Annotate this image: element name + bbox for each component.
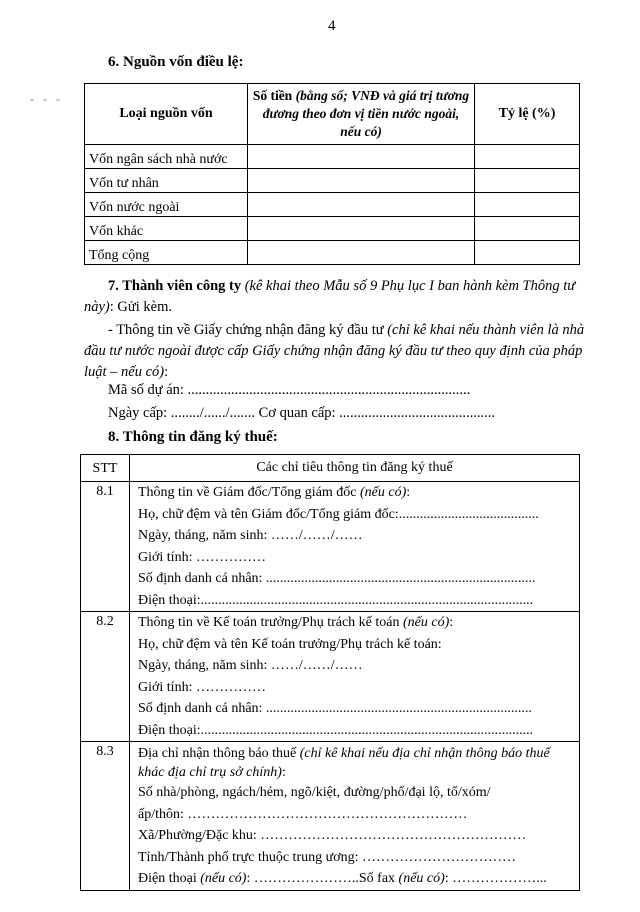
ratio-cell[interactable]	[475, 193, 580, 217]
accountant-phone-field[interactable]: Điện thoại:...............................................................................................	[138, 722, 534, 738]
header-content: Các chỉ tiêu thông tin đăng ký thuế	[130, 455, 580, 482]
accountant-dob-field[interactable]: Ngày, tháng, năm sinh: ……/……/……	[138, 658, 363, 673]
director-dob-field[interactable]: Ngày, tháng, năm sinh: ……/……/……	[138, 528, 363, 543]
amount-cell[interactable]	[248, 145, 475, 169]
section7-paragraph	[84, 276, 590, 318]
table-row	[85, 169, 580, 193]
director-gender-field[interactable]: Giới tính: ……………	[138, 549, 266, 565]
row-label: Vốn nước ngoài	[85, 193, 248, 217]
table-row	[85, 145, 580, 169]
tax-row-8-3	[81, 742, 580, 891]
director-name-field[interactable]: Họ, chữ đệm và tên Giám đốc/Tổng giám đốc:........................................	[138, 506, 539, 522]
tax-address-ward-field[interactable]: Xã/Phường/Đặc khu: …………………………………………………	[138, 828, 527, 843]
cert-label: - Thông tin về Giấy chứng nhận đăng ký đầu tư	[108, 322, 384, 338]
row-content	[130, 742, 580, 891]
ratio-cell[interactable]	[475, 169, 580, 193]
row-label: Vốn tư nhân	[85, 169, 248, 193]
header-amount-prefix: Số tiền	[252, 88, 293, 103]
accountant-id-field[interactable]: Số định danh cá nhân: ............................................................................	[138, 701, 532, 716]
table-row	[85, 241, 580, 265]
amount-cell[interactable]	[248, 193, 475, 217]
row-content	[130, 482, 580, 612]
row-label: Vốn ngân sách nhà nước	[85, 145, 248, 169]
ratio-cell[interactable]	[475, 217, 580, 241]
ratio-cell[interactable]	[475, 241, 580, 265]
table-row	[85, 193, 580, 217]
amount-cell[interactable]	[248, 217, 475, 241]
project-code-field[interactable]: Mã số dự án: ..............................................................................	[108, 382, 471, 398]
header-ratio: Tỷ lệ (%)	[475, 84, 580, 145]
accountant-name-field[interactable]: Họ, chữ đệm và tên Kế toán trưởng/Phụ trách kế toán:	[138, 636, 442, 652]
header-amount-note: (bằng số; VNĐ và giá trị tương đương theo đơn vị tiền nước ngoài, nếu có)	[262, 88, 470, 139]
accountant-title: Thông tin về Kế toán trưởng/Phụ trách kế toán (nếu có):	[138, 615, 454, 630]
director-id-field[interactable]: Số định danh cá nhân: .............................................................................	[138, 571, 536, 586]
tax-row-8-2	[81, 612, 580, 742]
row-label: Vốn khác	[85, 217, 248, 241]
section7-note: (kê khai theo Mẫu số 9 Phụ lục I ban hành kèm Thông tư này)	[84, 278, 576, 315]
tax-contact-field[interactable]: Điện thoại (nếu có): …………………..Số fax (nếu có): ………………...	[138, 871, 547, 886]
director-title: Thông tin về Giám đốc/Tổng giám đốc (nếu có):	[138, 485, 411, 500]
section7-title: 7. Thành viên công ty	[108, 278, 242, 294]
tax-address-province-field[interactable]: Tỉnh/Thành phố trực thuộc trung ương: ……………………………	[138, 849, 516, 865]
director-phone-field[interactable]: Điện thoại:...............................................................................................	[138, 592, 534, 608]
capital-table-header	[85, 84, 580, 145]
section6-title: 6. Nguồn vốn điều lệ:	[108, 54, 244, 70]
cert-suffix: :	[164, 364, 169, 380]
amount-cell[interactable]	[248, 169, 475, 193]
row-number: 8.3	[81, 742, 130, 891]
cert-paragraph	[84, 320, 590, 383]
table-row	[85, 217, 580, 241]
amount-cell[interactable]	[248, 241, 475, 265]
row-number: 8.1	[81, 482, 130, 612]
accountant-gender-field[interactable]: Giới tính: ……………	[138, 679, 266, 695]
tax-address-hamlet-field[interactable]: ấp/thôn: ……………………………………………………	[138, 806, 468, 822]
tax-table	[80, 454, 580, 891]
row-number: 8.2	[81, 612, 130, 742]
tax-address-title: Địa chỉ nhận thông báo thuế (chỉ kê khai nếu địa chỉ nhận thông báo thuế khác địa chỉ trụ sở chính):	[138, 746, 550, 780]
section8-title: 8. Thông tin đăng ký thuế:	[108, 429, 278, 445]
header-stt: STT	[81, 455, 130, 482]
scan-mark: - - -	[30, 92, 63, 106]
section7-suffix: : Gửi kèm.	[109, 299, 172, 315]
cert-note: (chỉ kê khai nếu thành viên là nhà đầu tư nước ngoài được cấp Giấy chứng nhận đăng ký đầu tư theo quy định của pháp luật – nếu có)	[84, 322, 585, 380]
row-label: Tổng cộng	[85, 241, 248, 265]
issue-date-field[interactable]: Ngày cấp: ......../....../....... Cơ quan cấp: ...........................................	[108, 405, 496, 421]
tax-row-8-1	[81, 482, 580, 612]
tax-address-street[interactable]: Số nhà/phòng, ngách/hẻm, ngõ/kiệt, đường/phố/đại lộ, tổ/xóm/	[138, 785, 491, 800]
capital-table	[84, 83, 580, 265]
ratio-cell[interactable]	[475, 145, 580, 169]
header-amount	[248, 84, 475, 145]
tax-table-header	[81, 455, 580, 482]
header-capital-type: Loại nguồn vốn	[85, 84, 248, 145]
page-number: 4	[328, 18, 336, 34]
row-content	[130, 612, 580, 742]
